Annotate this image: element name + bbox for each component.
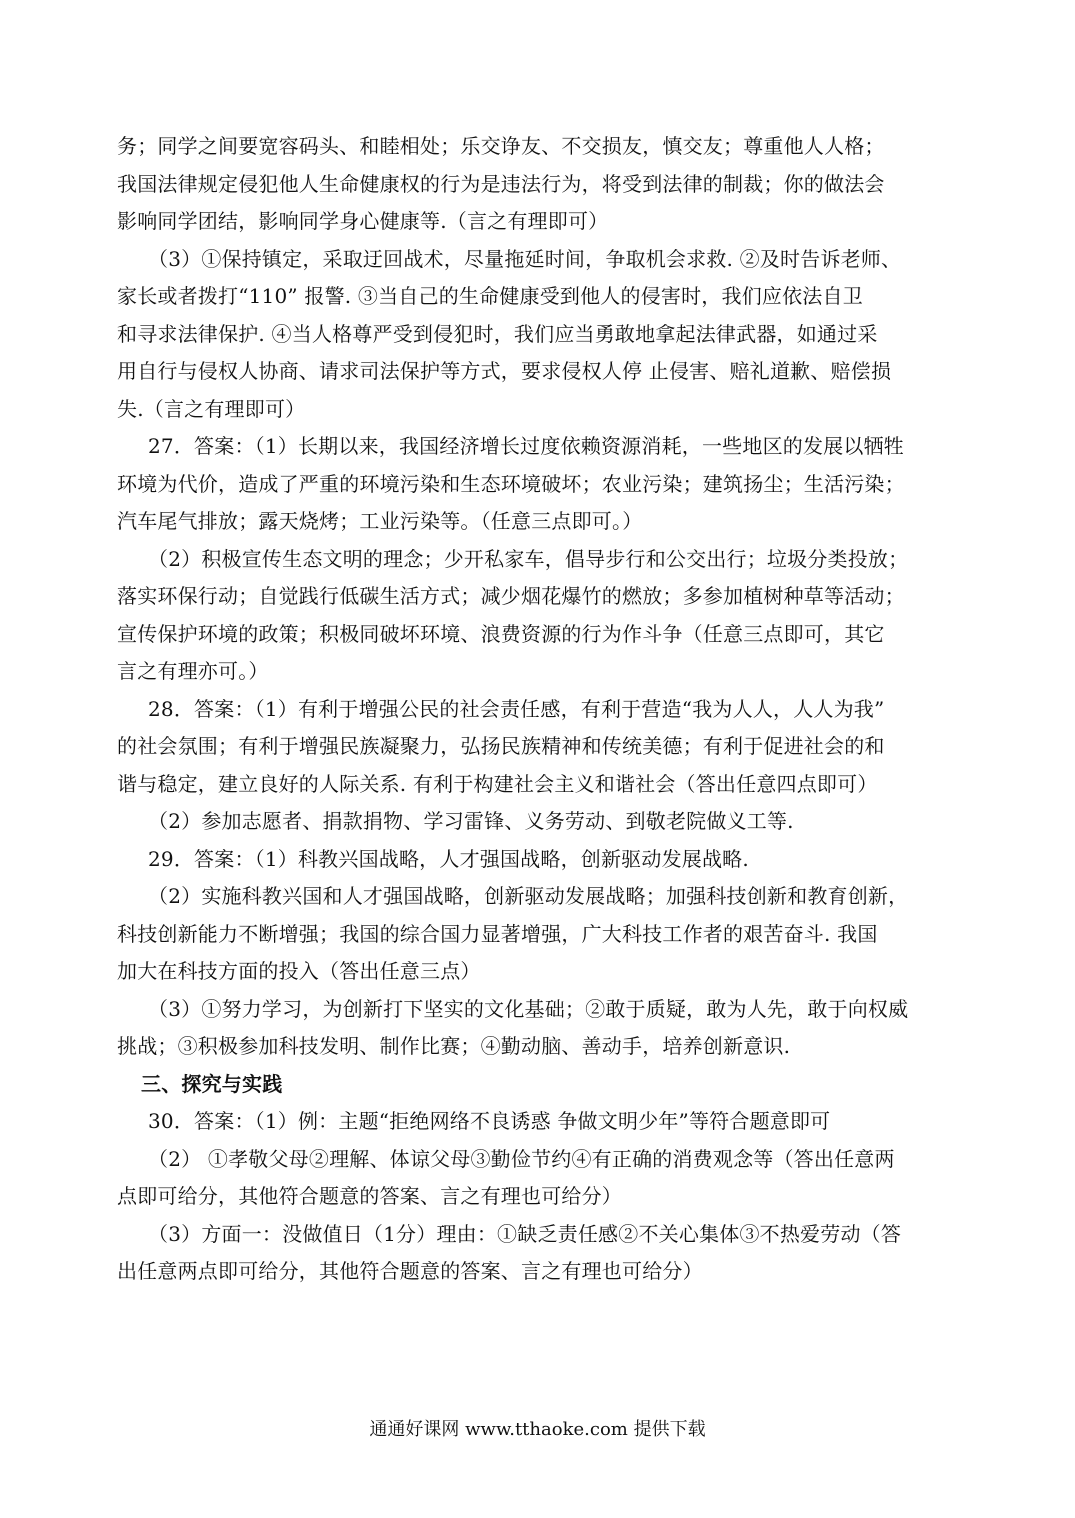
text-line: （2）参加志愿者、捐款捐物、学习雷锋、义务劳动、到敬老院做义工等. [148, 809, 794, 833]
text-line: （3）方面一：没做值日（1分）理由：①缺乏责任感②不关心集体③不热爱劳动（答 [148, 1221, 902, 1246]
text-line: 用自行与侵权人协商、请求司法保护等方式，要求侵权人停 止侵害、赔礼道歉、赔偿损 [117, 359, 892, 383]
text-line: 宣传保护环境的政策；积极同破坏环境、浪费资源的行为作斗争（任意三点即可，其它 [117, 621, 885, 646]
section-heading: 三、探究与实践 [141, 1071, 283, 1096]
text-line: 出任意两点即可给分，其他符合题意的答案、言之有理也可给分） [117, 1259, 703, 1283]
text-line: 科技创新能力不断增强；我国的综合国力显著增强，广大科技工作者的艰苦奋斗. 我国 [117, 921, 878, 946]
text-line: 点即可给分，其他符合题意的答案、言之有理也可给分） [117, 1184, 622, 1208]
text-line: 务；同学之间要宽容码头、和睦相处；乐交诤友、不交损友，慎交友；尊重他人人格； [117, 134, 885, 158]
question-27-answer: 27．答案：（1）长期以来，我国经济增长过度依赖资源消耗，一些地区的发展以牺牲 [148, 434, 904, 458]
text-line: 环境为代价，造成了严重的环境污染和生态环境破坏；农业污染；建筑扬尘；生活污染； [117, 471, 905, 496]
text-line: 汽车尾气排放；露天烧烤；工业污染等。（任意三点即可。） [117, 509, 643, 533]
text-line: （3）①努力学习，为创新打下坚实的文化基础；②敢于质疑，敢为人先，敢于向权威 [148, 996, 909, 1021]
text-line: （2） ①孝敬父母②理解、体谅父母③勤俭节约④有正确的消费观念等（答出任意两 [148, 1146, 895, 1171]
question-28-answer: 28．答案：（1）有利于增强公民的社会责任感，有利于营造“我为人人，人人为我” [148, 696, 885, 721]
text-line: 加大在科技方面的投入（答出任意三点） [117, 959, 481, 983]
text-line: （2）实施科教兴国和人才强国战略，创新驱动发展战略；加强科技创新和教育创新， [148, 884, 909, 908]
text-line: 我国法律规定侵犯他人生命健康权的行为是违法行为，将受到法律的制裁；你的做法会 [117, 171, 885, 196]
question-30-answer: 30．答案：（1）例：主题“拒绝网络不良诱惑 争做文明少年”等符合题意即可 [148, 1109, 831, 1133]
text-line: 落实环保行动；自觉践行低碳生活方式；减少烟花爆竹的燃放；多参加植树种草等活动； [117, 584, 905, 608]
text-line: 影响同学团结，影响同学身心健康等.（言之有理即可） [117, 209, 609, 233]
text-line: 谐与稳定，建立良好的人际关系. 有利于构建社会主义和谐社会（答出任意四点即可） [117, 771, 878, 796]
text-line: 失.（言之有理即可） [117, 396, 306, 421]
text-line: （2）积极宣传生态文明的理念；少开私家车，倡导步行和公交出行；垃圾分类投放； [148, 546, 909, 571]
text-line: 家长或者拨打“110” 报警. ③当自己的生命健康受到他人的侵害时，我们应依法自卫 [117, 284, 863, 308]
text-line: 和寻求法律保护. ④当人格尊严受到侵犯时，我们应当勇敢地拿起法律武器，如通过采 [117, 321, 878, 346]
answer-document [117, 128, 960, 1291]
page-footer: 通通好课网 www.tthaoke.com 提供下载 [369, 1419, 706, 1440]
text-line: （3）①保持镇定，采取迂回战术，尽量拖延时间，争取机会求救. ②及时告诉老师、 [148, 246, 902, 271]
text-line: 的社会氛围；有利于增强民族凝聚力，弘扬民族精神和传统美德；有利于促进社会的和 [117, 734, 885, 758]
question-29-answer: 29．答案：（1）科教兴国战略，人才强国战略，创新驱动发展战略. [148, 846, 749, 871]
text-line: 挑战；③积极参加科技发明、制作比赛；④勤动脑、善动手，培养创新意识. [117, 1034, 791, 1058]
text-line: 言之有理亦可。） [117, 659, 269, 683]
